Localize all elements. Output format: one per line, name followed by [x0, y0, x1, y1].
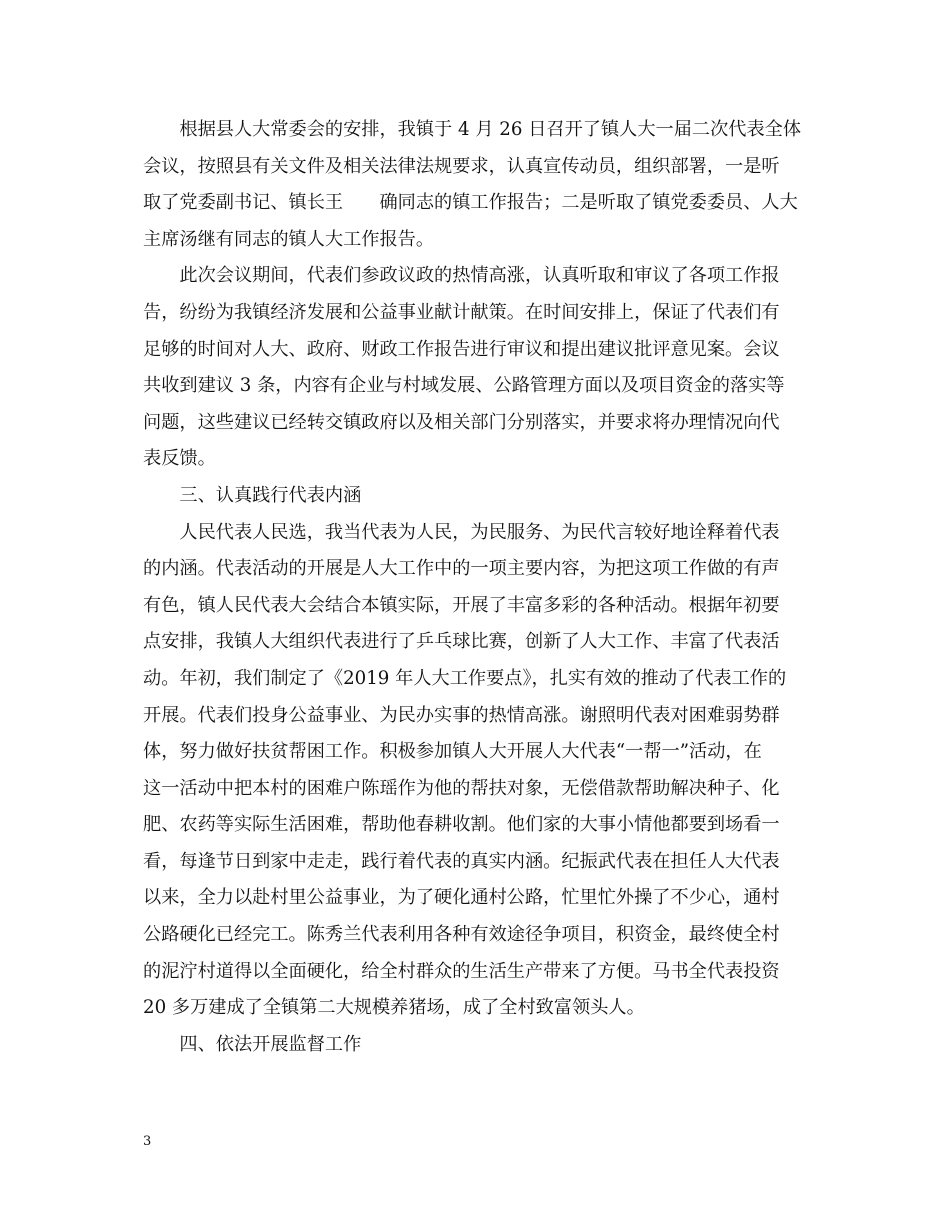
- section-heading: 三、认真践行代表内涵: [143, 484, 362, 506]
- document-body: [143, 112, 809, 1063]
- text-line: 足够的时间对人大、政府、财政工作报告进行审议和提出建议批评意见案。会议: [143, 338, 780, 360]
- text-line: 动。年初，我们制定了《2019 年人大工作要点》，扎实有效的推动了代表工作的: [143, 667, 787, 689]
- text-line: 此次会议期间，代表们参政议政的热情高涨，认真听取和审议了各项工作报: [143, 265, 780, 287]
- page-number: 3: [143, 1134, 152, 1149]
- text-line: 以来，全力以赴村里公益事业，为了硬化通村公路，忙里忙外操了不少心，通村: [143, 887, 780, 909]
- text-line: 告，纷纷为我镇经济发展和公益事业献计献策。在时间安排上，保证了代表们有: [143, 301, 780, 323]
- text-line: 根据县人大常委会的安排，我镇于 4 月 26 日召开了镇人大一届二次代表全体: [143, 119, 802, 140]
- text-line: 开展。代表们投身公益事业、为民办实事的热情高涨。谢照明代表对困难弱势群: [143, 704, 780, 726]
- text-line: 主席汤继有同志的镇人大工作报告。: [143, 228, 435, 250]
- text-line: 肥、农药等实际生活困难，帮助他春耕收割。他们家的大事小情他都要到场看一: [143, 814, 780, 836]
- text-line: 体，努力做好扶贫帮困工作。积极参加镇人大开展人大代表“一帮一”活动，在: [143, 741, 762, 763]
- text-line: 问题，这些建议已经转交镇政府以及相关部门分别落实，并要求将办理情况向代: [143, 411, 780, 433]
- text-line: 的内涵。代表活动的开展是人大工作中的一项主要内容，为把这项工作做的有声: [143, 558, 780, 580]
- text-line: 这一活动中把本村的困难户陈瑶作为他的帮扶对象，无偿借款帮助解决种子、化: [143, 777, 780, 799]
- text-line: 会议，按照县有关文件及相关法律法规要求，认真宣传动员，组织部署，一是听: [143, 155, 780, 177]
- section-heading: 四、依法开展监督工作: [143, 1033, 362, 1055]
- text-line: 人民代表人民选，我当代表为人民，为民服务、为民代言较好地诠释着代表: [143, 521, 780, 543]
- text-line: 表反馈。: [143, 448, 216, 470]
- text-line: 点安排，我镇人大组织代表进行了乒乓球比赛，创新了人大工作、丰富了代表活: [143, 631, 780, 653]
- text-line: 有色，镇人民代表大会结合本镇实际，开展了丰富多彩的各种活动。根据年初要: [143, 594, 780, 616]
- text-line: 取了党委副书记、镇长王 确同志的镇工作报告；二是听取了镇党委委员、人大: [143, 192, 798, 214]
- text-line: 共收到建议 3 条，内容有企业与村域发展、公路管理方面以及项目资金的落实等: [143, 375, 785, 397]
- text-line: 公路硬化已经完工。陈秀兰代表利用各种有效途径争项目，积资金，最终使全村: [143, 924, 780, 946]
- text-line: 20 多万建成了全镇第二大规模养猪场，成了全村致富领头人。: [143, 997, 645, 1019]
- text-line: 看，每逢节日到家中走走，践行着代表的真实内涵。纪振武代表在担任人大代表: [143, 850, 780, 872]
- text-line: 的泥泞村道得以全面硬化，给全村群众的生活生产带来了方便。马书全代表投资: [143, 960, 780, 982]
